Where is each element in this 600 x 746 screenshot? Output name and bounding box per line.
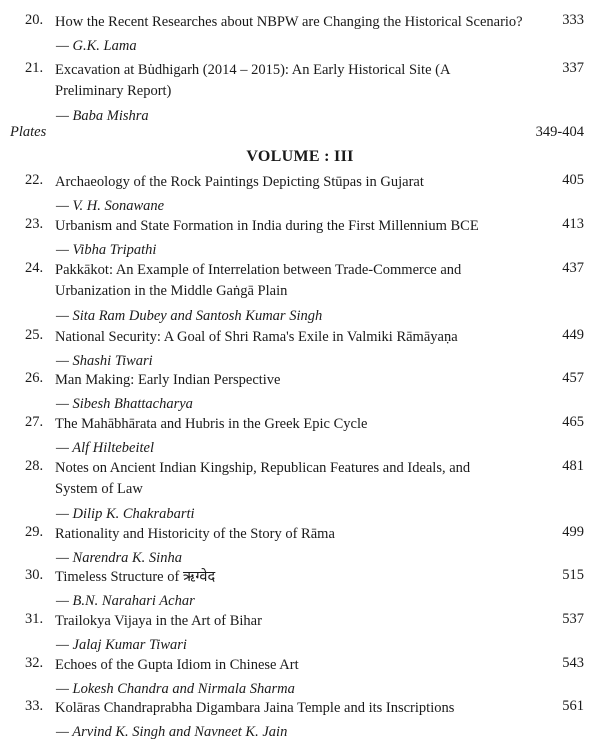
entry-title: Echoes of the Gupta Idiom in Chinese Art (55, 657, 299, 673)
entry-title: National Security: A Goal of Shri Rama's Exile in Valmiki Rāmāyaṇa (55, 329, 458, 345)
entry-author: — Jalaj Kumar Tiwari (56, 637, 187, 653)
entry-number: 22. (25, 172, 44, 188)
entry-number: 25. (25, 327, 44, 343)
entry-number: 26. (25, 370, 44, 386)
entry-author: — Baba Mishra (56, 108, 149, 124)
entry-page: 405 (562, 172, 584, 188)
entry-author: — B.N. Narahari Achar (56, 593, 195, 609)
entry-number: 32. (25, 655, 44, 671)
entry-page: 333 (562, 12, 584, 28)
entry-title: Rationality and Historicity of the Story of Rāma (55, 526, 335, 542)
entry-page: 481 (562, 458, 584, 474)
entry-title: Trailokya Vijaya in the Art of Bihar (55, 613, 262, 629)
entry-number: 28. (25, 458, 44, 474)
entry-author: — Dilip K. Chakrabarti (56, 506, 195, 522)
entry-page: 457 (562, 370, 584, 386)
entry-page: 337 (562, 60, 584, 76)
entry-title: Urbanism and State Formation in India during the First Millennium BCE (55, 218, 479, 234)
entry-author: — Shashi Tiwari (56, 353, 153, 369)
entry-number: 21. (25, 60, 44, 76)
entry-title: Kolāras Chandraprabha Digambara Jaina Temple and its Inscriptions (55, 700, 455, 716)
entry-number: 30. (25, 567, 44, 583)
entry-title: Pakkākot: An Example of Interrelation between Trade-Commerce and Urbanization in the Middle Gaṅgā Plain (55, 262, 462, 299)
entry-author: — Alf Hiltebeitel (56, 440, 154, 456)
entry-page: 437 (562, 260, 584, 276)
entry-page: 413 (562, 216, 584, 232)
entry-page: 515 (562, 567, 584, 583)
entry-title: The Mahābhārata and Hubris in the Greek Epic Cycle (55, 416, 368, 432)
entry-number: 31. (25, 611, 44, 627)
entry-page: 449 (562, 327, 584, 343)
entry-title: Archaeology of the Rock Paintings Depicting Stūpas in Gujarat (55, 174, 424, 190)
entry-title: Notes on Ancient Indian Kingship, Republican Features and Ideals, and System of Law (55, 460, 471, 497)
plates-pages: 349-404 (535, 124, 584, 140)
entry-title: Man Making: Early Indian Perspective (55, 372, 281, 388)
entry-author: — G.K. Lama (56, 38, 137, 54)
entry-author: — Sita Ram Dubey and Santosh Kumar Singh (56, 308, 323, 324)
entry-number: 27. (25, 414, 44, 430)
entry-author: — Lokesh Chandra and Nirmala Sharma (56, 681, 295, 697)
entry-author: — V. H. Sonawane (56, 198, 165, 214)
entry-number: 20. (25, 12, 44, 28)
entry-title: How the Recent Researches about NBPW are Changing the Historical Scenario? (55, 14, 523, 30)
entry-title: Timeless Structure of ऋग्वेद (55, 569, 216, 585)
entry-author: — Arvind K. Singh and Navneet K. Jain (56, 724, 288, 740)
entry-number: 33. (25, 698, 44, 714)
entry-page: 561 (562, 698, 584, 714)
entry-author: — Sibesh Bhattacharya (56, 396, 193, 412)
volume-heading: VOLUME : III (246, 148, 354, 165)
entry-page: 543 (562, 655, 584, 671)
entry-number: 29. (25, 524, 44, 540)
entry-number: 23. (25, 216, 44, 232)
plates-label: Plates (10, 124, 47, 140)
entry-page: 499 (562, 524, 584, 540)
entry-author: — Vibha Tripathi (56, 242, 157, 258)
entry-page: 465 (562, 414, 584, 430)
entry-title: Excavation at Bu̇dhigarh (2014 – 2015): An Early Historical Site (A Preliminary Report) (55, 62, 450, 99)
entry-number: 24. (25, 260, 44, 276)
entry-page: 537 (562, 611, 584, 627)
entry-author: — Narendra K. Sinha (56, 550, 182, 566)
